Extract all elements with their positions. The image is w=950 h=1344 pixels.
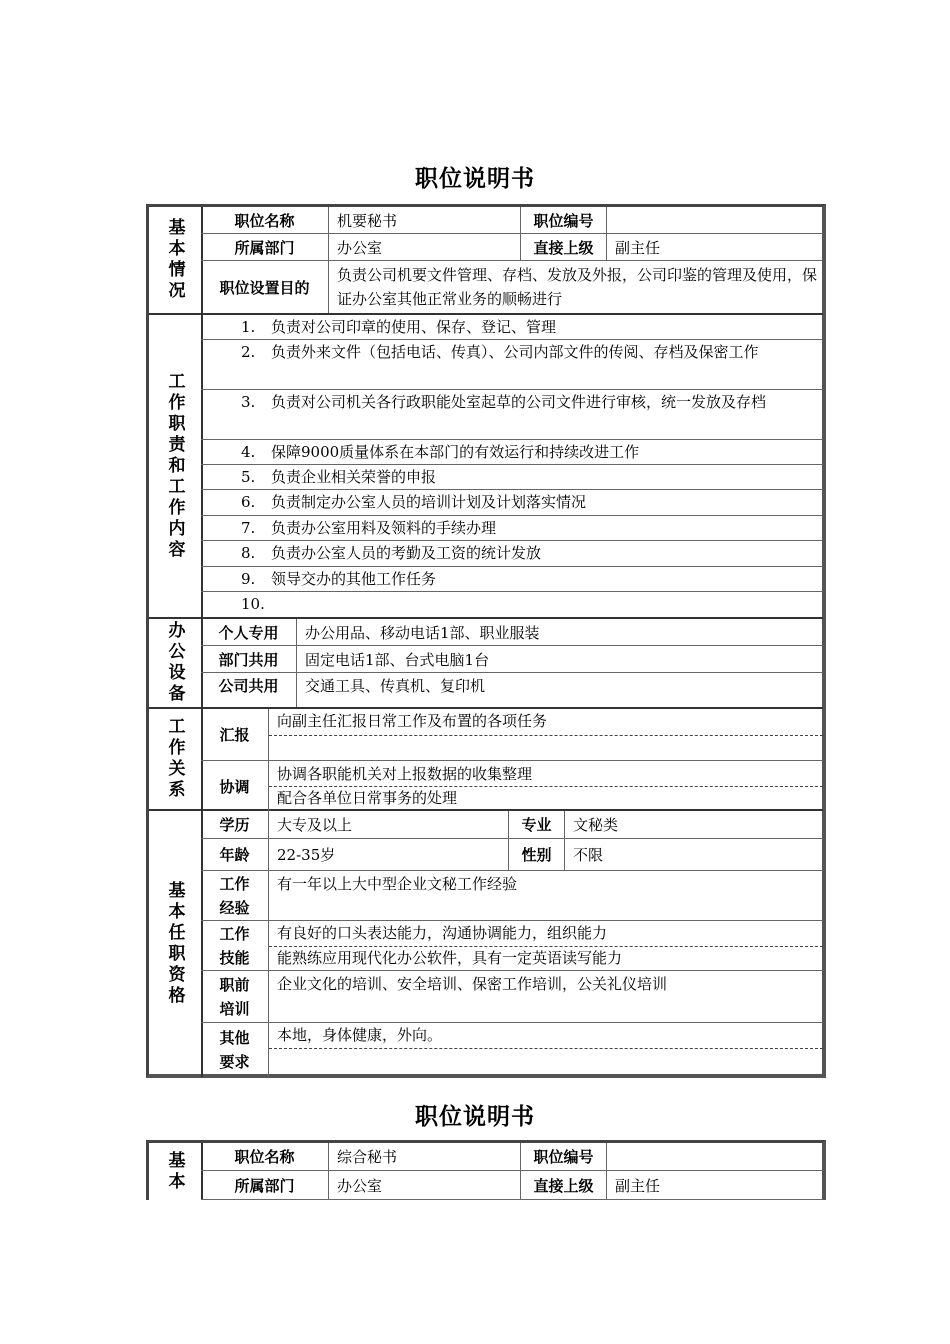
equipment-row bbox=[201, 673, 823, 707]
gender-label: 性别 bbox=[509, 839, 565, 870]
duty-item: 3. 负责对公司机关各行政职能处室起草的公司文件进行审核，统一发放及存档 bbox=[201, 390, 823, 440]
job-description-table-2 bbox=[146, 1140, 826, 1200]
document-title-2: 职位说明书 bbox=[415, 1104, 535, 1130]
row-department-2 bbox=[201, 1171, 823, 1200]
pos-name-label-2: 职位名称 bbox=[201, 1143, 329, 1170]
duty-item: 4. 保障9000质量体系在本部门的有效运行和持续改进工作 bbox=[201, 440, 823, 465]
section-label-qualifications: 基本任职资格 bbox=[149, 811, 203, 1077]
skills-label: 工作 技能 bbox=[201, 921, 269, 970]
duty-item: 6. 负责制定办公室人员的培训计划及计划落实情况 bbox=[201, 490, 823, 516]
age-value: 22-35岁 bbox=[269, 839, 509, 870]
dept-value-2: 办公室 bbox=[329, 1171, 521, 1199]
other-value: 本地，身体健康，外向。 bbox=[277, 1026, 443, 1044]
section-relations bbox=[149, 709, 823, 811]
row-position-name bbox=[201, 207, 823, 234]
row-department bbox=[201, 234, 823, 261]
section-equipment bbox=[149, 619, 823, 709]
duty-item: 2. 负责外来文件（包括电话、传真）、公司内部文件的传阅、存档及保密工作 bbox=[201, 340, 823, 390]
training-label: 职前 培训 bbox=[201, 971, 269, 1022]
row-purpose bbox=[201, 261, 823, 313]
section-basic-info-2 bbox=[149, 1143, 823, 1200]
pos-name-label: 职位名称 bbox=[201, 207, 329, 233]
pos-code-label-2: 职位编号 bbox=[521, 1143, 607, 1170]
skills-value-2: 能熟练应用现代化办公软件，具有一定英语读写能力 bbox=[277, 949, 623, 967]
relation-row-report bbox=[201, 709, 823, 761]
equipment-value: 交通工具、传真机、复印机 bbox=[305, 677, 486, 695]
superior-value-2: 副主任 bbox=[615, 1176, 661, 1195]
duty-item: 8. 负责办公室人员的考勤及工资的统计发放 bbox=[201, 541, 823, 567]
duty-item: 5. 负责企业相关荣誉的申报 bbox=[201, 465, 823, 490]
dept-value: 办公室 bbox=[329, 234, 521, 260]
pos-name-value: 机要秘书 bbox=[329, 207, 521, 233]
report-value-1: 向副主任汇报日常工作及布置的各项任务 bbox=[277, 712, 548, 730]
section-label-basic-info: 基本情况 bbox=[149, 207, 203, 313]
section-qualifications bbox=[149, 811, 823, 1077]
major-label: 专业 bbox=[509, 811, 565, 838]
row-skills bbox=[201, 921, 823, 971]
equipment-value: 固定电话1部、台式电脑1台 bbox=[305, 650, 490, 669]
experience-value: 有一年以上大中型企业文秘工作经验 bbox=[277, 875, 518, 893]
equipment-row bbox=[201, 646, 823, 673]
job-description-table bbox=[146, 204, 826, 1078]
dept-label-2: 所属部门 bbox=[201, 1171, 329, 1199]
major-value: 文秘类 bbox=[573, 816, 619, 834]
row-experience bbox=[201, 871, 823, 921]
equipment-label: 部门共用 bbox=[201, 646, 297, 672]
education-value: 大专及以上 bbox=[269, 811, 509, 838]
section-basic-info bbox=[149, 207, 823, 315]
duty-item: 7. 负责办公室用料及领料的手续办理 bbox=[201, 516, 823, 541]
equipment-label: 公司共用 bbox=[201, 673, 297, 707]
gender-value: 不限 bbox=[573, 846, 604, 864]
coordinate-value-2: 配合各单位日常事务的处理 bbox=[277, 789, 458, 807]
purpose-label: 职位设置目的 bbox=[201, 261, 329, 313]
section-label-duties: 工作职责和工作内容 bbox=[149, 315, 203, 617]
superior-value: 副主任 bbox=[615, 238, 661, 257]
age-label: 年龄 bbox=[201, 839, 269, 870]
row-other-requirements bbox=[201, 1023, 823, 1077]
dashed-divider bbox=[269, 1048, 823, 1049]
education-label: 学历 bbox=[201, 811, 269, 838]
row-age bbox=[201, 839, 823, 871]
section-label-basic-info-2: 基本 bbox=[149, 1143, 203, 1200]
superior-label: 直接上级 bbox=[521, 234, 607, 260]
row-education bbox=[201, 811, 823, 839]
duty-item: 1. 负责对公司印章的使用、保存、登记、管理 bbox=[201, 315, 823, 340]
coordinate-value-1: 协调各职能机关对上报数据的收集整理 bbox=[277, 765, 533, 783]
training-value: 企业文化的培训、安全培训、保密工作培训，公关礼仪培训 bbox=[277, 975, 668, 993]
dept-label: 所属部门 bbox=[201, 234, 329, 260]
pos-name-value-2: 综合秘书 bbox=[329, 1143, 521, 1170]
other-label: 其他 要求 bbox=[201, 1023, 269, 1077]
report-label: 汇报 bbox=[201, 709, 269, 760]
superior-label-2: 直接上级 bbox=[521, 1171, 607, 1199]
coordinate-label: 协调 bbox=[201, 761, 269, 811]
experience-label: 工作 经验 bbox=[201, 871, 269, 920]
duty-item: 10. bbox=[241, 595, 265, 613]
pos-code-value-2 bbox=[607, 1143, 823, 1170]
section-label-relations: 工作关系 bbox=[149, 709, 203, 809]
report-value-2 bbox=[269, 735, 823, 761]
equipment-label: 个人专用 bbox=[201, 619, 297, 645]
duty-item: 9. 领导交办的其他工作任务 bbox=[201, 567, 823, 592]
row-position-name-2 bbox=[201, 1143, 823, 1171]
pos-code-label: 职位编号 bbox=[521, 207, 607, 233]
section-duties bbox=[149, 315, 823, 619]
pos-code-value bbox=[607, 207, 823, 233]
document-title: 职位说明书 bbox=[415, 166, 535, 192]
equipment-row bbox=[201, 619, 823, 646]
relation-row-coordinate bbox=[201, 761, 823, 811]
purpose-value: 负责公司机要文件管理、存档、发放及外报，公司印鉴的管理及使用，保证办公室其他正常业务的顺畅进行 bbox=[337, 266, 818, 308]
equipment-value: 办公用品、移动电话1部、职业服装 bbox=[305, 623, 540, 642]
section-label-equipment: 办公设备 bbox=[149, 619, 203, 707]
skills-value-1: 有良好的口头表达能力，沟通协调能力，组织能力 bbox=[277, 924, 608, 942]
row-training bbox=[201, 971, 823, 1023]
